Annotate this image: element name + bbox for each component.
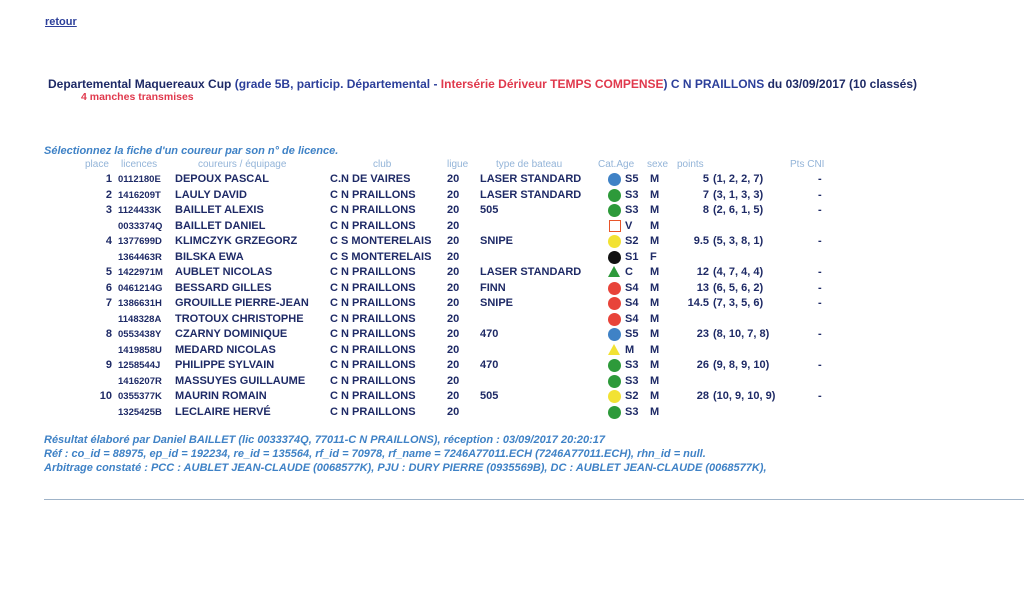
cni-points-cell: - [818, 390, 822, 402]
licence-link[interactable]: 0553438Y [118, 329, 162, 340]
black-circle-icon [606, 251, 622, 266]
licence-link[interactable]: 1422971M [118, 267, 163, 278]
cat-age-cell: S5 [625, 173, 639, 185]
blue-circle-icon [606, 173, 622, 188]
ligue-cell: 20 [447, 204, 460, 216]
cat-age-cell: S4 [625, 312, 639, 325]
points-detail-cell: (3, 1, 3, 3) [713, 188, 764, 201]
boat-type-cell: LASER STANDARD [480, 188, 582, 201]
crew-name: MEDARD NICOLAS [175, 343, 276, 356]
cni-points-cell: - [818, 188, 822, 201]
boat-type-cell: 505 [480, 390, 499, 402]
club-cell: C N PRAILLONS [330, 281, 416, 294]
table-row [0, 375, 1024, 390]
table-row [0, 297, 1024, 312]
header-club: club [373, 159, 392, 170]
ligue-cell: 20 [447, 219, 460, 232]
club-cell: C.N DE VAIRES [330, 173, 411, 185]
sex-cell: M [650, 359, 660, 371]
place-cell: 6 [105, 281, 112, 294]
points-cell: 13 [696, 281, 709, 294]
sex-cell: M [650, 405, 660, 418]
table-row [0, 328, 1024, 343]
licence-link[interactable]: 1386631H [118, 298, 162, 309]
place-cell: 10 [99, 390, 112, 402]
crew-name: BILSKA EWA [175, 250, 244, 263]
ligue-cell: 20 [447, 297, 460, 309]
licence-link[interactable]: 1419858U [118, 344, 162, 356]
points-detail-cell: (6, 5, 6, 2) [713, 281, 764, 294]
club-cell: C N PRAILLONS [330, 188, 416, 201]
footer-reference: Réf : co_id = 88975, ep_id = 192234, re_id = 135564, rf_id = 70978, rf_name = 7246A77011.ECH (7246A77011.ECH), rhn_id = null. [44, 448, 706, 460]
crew-name: AUBLET NICOLAS [175, 266, 273, 278]
licence-link[interactable]: 1124433K [118, 205, 162, 216]
cat-age-cell: S4 [625, 281, 639, 294]
licence-link[interactable]: 1416207R [118, 375, 162, 387]
boat-type-cell: LASER STANDARD [480, 173, 582, 185]
licence-link[interactable]: 1364463R [118, 251, 162, 263]
cni-points-cell: - [818, 235, 822, 247]
cni-points-cell: - [818, 297, 822, 309]
footer-arbitration: Arbitrage constaté : PCC : AUBLET JEAN-CLAUDE (0068577K), PJU : DURY PIERRE (0935569B), DC : AUBLET JEAN-CLAUDE (0068577K), [44, 462, 767, 474]
points-cell: 12 [696, 266, 709, 278]
cni-points-cell: - [818, 204, 822, 216]
place-cell: 7 [105, 297, 112, 309]
back-link[interactable]: retour [45, 16, 77, 28]
crew-name: LAULY DAVID [175, 188, 247, 201]
points-cell: 9.5 [693, 235, 709, 247]
green-circle-icon [606, 375, 622, 390]
table-row [0, 235, 1024, 250]
ligue-cell: 20 [447, 235, 460, 247]
place-cell: 1 [105, 173, 112, 185]
table-row [0, 204, 1024, 219]
boat-type-cell: FINN [480, 281, 506, 294]
sex-cell: M [650, 343, 660, 356]
crew-name: CZARNY DOMINIQUE [175, 328, 288, 340]
ligue-cell: 20 [447, 390, 460, 402]
sex-cell: M [650, 328, 660, 340]
crew-name: KLIMCZYK GRZEGORZ [175, 235, 298, 247]
event-interseries: Intersérie Dériveur TEMPS COMPENSE [440, 77, 664, 91]
header-boat: type de bateau [496, 159, 563, 170]
sex-cell: M [650, 312, 660, 325]
green-circle-icon [606, 359, 622, 374]
club-cell: C N PRAILLONS [330, 297, 416, 309]
ligue-cell: 20 [447, 173, 460, 185]
cni-points-cell: - [818, 359, 822, 371]
header-licences: licences [121, 159, 158, 170]
table-row [0, 359, 1024, 374]
crew-name: TROTOUX CHRISTOPHE [175, 312, 304, 325]
table-row [0, 251, 1024, 266]
sex-cell: M [650, 374, 660, 387]
points-cell: 26 [696, 359, 709, 371]
cat-age-cell: S3 [625, 204, 639, 216]
header-cat: Cat.Age [598, 159, 635, 170]
red-circle-icon [606, 282, 622, 297]
green-triangle-icon [606, 266, 622, 281]
header-cni: Pts CNI [790, 159, 825, 170]
divider [44, 499, 1024, 500]
crew-name: MASSUYES GUILLAUME [175, 374, 306, 387]
cni-points-cell: - [818, 173, 822, 185]
points-detail-cell: (10, 9, 10, 9) [713, 390, 776, 402]
points-cell: 14.5 [687, 297, 709, 309]
red-circle-icon [606, 313, 622, 328]
header-crew: coureurs / équipage [198, 159, 287, 170]
cat-age-cell: V [625, 219, 633, 232]
crew-name: BESSARD GILLES [175, 281, 272, 294]
ligue-cell: 20 [447, 188, 460, 201]
licence-link[interactable]: 1325425B [118, 406, 162, 418]
place-cell: 5 [105, 266, 112, 278]
green-circle-icon [606, 204, 622, 219]
licence-link[interactable]: 0461214G [118, 282, 163, 294]
licence-link[interactable]: 1416209T [118, 189, 161, 201]
header-points: points [677, 159, 704, 170]
header-sex: sexe [647, 159, 669, 170]
licence-link[interactable]: 0033374Q [118, 220, 163, 232]
crew-name: GROUILLE PIERRE-JEAN [175, 297, 309, 309]
cat-age-cell: S4 [625, 297, 639, 309]
cat-age-cell: M [625, 343, 635, 356]
yellow-circle-icon [606, 390, 622, 405]
points-cell: 8 [702, 204, 709, 216]
sex-cell: M [650, 204, 660, 216]
sex-cell: M [650, 188, 660, 201]
crew-name: PHILIPPE SYLVAIN [175, 359, 275, 371]
event-date: du 03/09/2017 (10 classés) [767, 77, 918, 91]
club-cell: C N PRAILLONS [330, 204, 416, 216]
header-place: place [85, 159, 109, 170]
cat-age-cell: S3 [625, 405, 639, 418]
ligue-cell: 20 [447, 343, 460, 356]
licence-link[interactable]: 1258544J [118, 360, 161, 371]
cat-age-cell: S5 [625, 328, 639, 340]
sex-cell: M [650, 390, 660, 402]
sex-cell: M [650, 297, 660, 309]
table-row [0, 282, 1024, 297]
points-detail-cell: (2, 6, 1, 5) [713, 204, 764, 216]
points-detail-cell: (7, 3, 5, 6) [713, 297, 764, 309]
cat-age-cell: S2 [625, 390, 639, 402]
table-row [0, 220, 1024, 235]
blue-circle-icon [606, 328, 622, 343]
table-row [0, 173, 1024, 188]
green-circle-icon [606, 189, 622, 204]
cni-points-cell: - [818, 281, 822, 294]
cat-age-cell: C [625, 266, 633, 278]
points-cell: 7 [702, 188, 709, 201]
cni-points-cell: - [818, 266, 822, 278]
crew-name: BAILLET DANIEL [175, 219, 266, 232]
footer-result-info: Résultat élaboré par Daniel BAILLET (lic 0033374Q, 77011-C N PRAILLONS), réception : 03/09/2017 20:20:17 [44, 434, 606, 446]
event-paren: ) [663, 77, 668, 91]
ligue-cell: 20 [447, 250, 460, 263]
crew-name: DEPOUX PASCAL [175, 173, 269, 185]
header-ligue: ligue [447, 159, 469, 170]
select-instruction: Sélectionnez la fiche d'un coureur par son n° de licence. [44, 145, 339, 157]
ligue-cell: 20 [447, 328, 460, 340]
club-cell: C N PRAILLONS [330, 266, 416, 278]
club-cell: C N PRAILLONS [330, 343, 416, 356]
licence-link[interactable]: 0112180E [118, 174, 161, 185]
sex-cell: M [650, 266, 660, 278]
club-cell: C S MONTERELAIS [330, 235, 432, 247]
cni-points-cell: - [818, 328, 822, 340]
boat-type-cell: SNIPE [480, 235, 514, 247]
crew-name: BAILLET ALEXIS [175, 204, 264, 216]
sex-cell: M [650, 235, 660, 247]
ligue-cell: 20 [447, 359, 460, 371]
club-cell: C N PRAILLONS [330, 374, 416, 387]
place-cell: 2 [105, 188, 112, 201]
ligue-cell: 20 [447, 405, 460, 418]
orange-square-icon [606, 220, 622, 235]
place-cell: 3 [105, 204, 112, 216]
club-cell: C N PRAILLONS [330, 312, 416, 325]
cat-age-cell: S3 [625, 359, 639, 371]
club-cell: C S MONTERELAIS [330, 250, 432, 263]
licence-link[interactable]: 1148328A [118, 313, 162, 325]
yellow-triangle-icon [606, 344, 622, 359]
club-cell: C N PRAILLONS [330, 359, 416, 371]
yellow-circle-icon [606, 235, 622, 250]
cat-age-cell: S3 [625, 188, 639, 201]
licence-link[interactable]: 1377699D [118, 236, 162, 247]
licence-link[interactable]: 0355377K [118, 391, 162, 402]
club-cell: C N PRAILLONS [330, 328, 416, 340]
sex-cell: F [650, 250, 657, 263]
sex-cell: M [650, 219, 660, 232]
points-detail-cell: (4, 7, 4, 4) [713, 266, 764, 278]
ligue-cell: 20 [447, 281, 460, 294]
sex-cell: M [650, 281, 660, 294]
place-cell: 4 [105, 235, 112, 247]
manches-count: 4 manches transmises [81, 91, 194, 103]
table-row [0, 344, 1024, 359]
points-cell: 23 [696, 328, 709, 340]
boat-type-cell: 470 [480, 359, 499, 371]
points-detail-cell: (8, 10, 7, 8) [713, 328, 770, 340]
table-row [0, 189, 1024, 204]
event-title [48, 77, 917, 91]
points-detail-cell: (9, 8, 9, 10) [713, 359, 770, 371]
ligue-cell: 20 [447, 312, 460, 325]
table-row [0, 266, 1024, 281]
boat-type-cell: LASER STANDARD [480, 266, 582, 278]
points-cell: 5 [702, 173, 709, 185]
points-detail-cell: (1, 2, 2, 7) [713, 173, 764, 185]
cat-age-cell: S3 [625, 374, 639, 387]
event-name: Departemental Maquereaux Cup [48, 77, 232, 91]
place-cell: 9 [105, 359, 112, 371]
club-cell: C N PRAILLONS [330, 390, 416, 402]
sex-cell: M [650, 173, 660, 185]
table-row [0, 390, 1024, 405]
place-cell: 8 [105, 328, 112, 340]
points-detail-cell: (5, 3, 8, 1) [713, 235, 764, 247]
green-circle-icon [606, 406, 622, 421]
cat-age-cell: S2 [625, 235, 639, 247]
event-grade: (grade 5B, particip. Départemental - [234, 77, 441, 91]
ligue-cell: 20 [447, 266, 460, 278]
points-cell: 28 [696, 390, 709, 402]
ligue-cell: 20 [447, 374, 460, 387]
boat-type-cell: SNIPE [480, 297, 514, 309]
event-club: C N PRAILLONS [670, 77, 765, 91]
club-cell: C N PRAILLONS [330, 405, 416, 418]
boat-type-cell: 470 [480, 328, 499, 340]
crew-name: LECLAIRE HERVÉ [175, 405, 271, 418]
club-cell: C N PRAILLONS [330, 219, 416, 232]
crew-name: MAURIN ROMAIN [175, 390, 267, 402]
red-circle-icon [606, 297, 622, 312]
table-row [0, 313, 1024, 328]
cat-age-cell: S1 [625, 250, 639, 263]
table-row [0, 406, 1024, 421]
boat-type-cell: 505 [480, 204, 499, 216]
